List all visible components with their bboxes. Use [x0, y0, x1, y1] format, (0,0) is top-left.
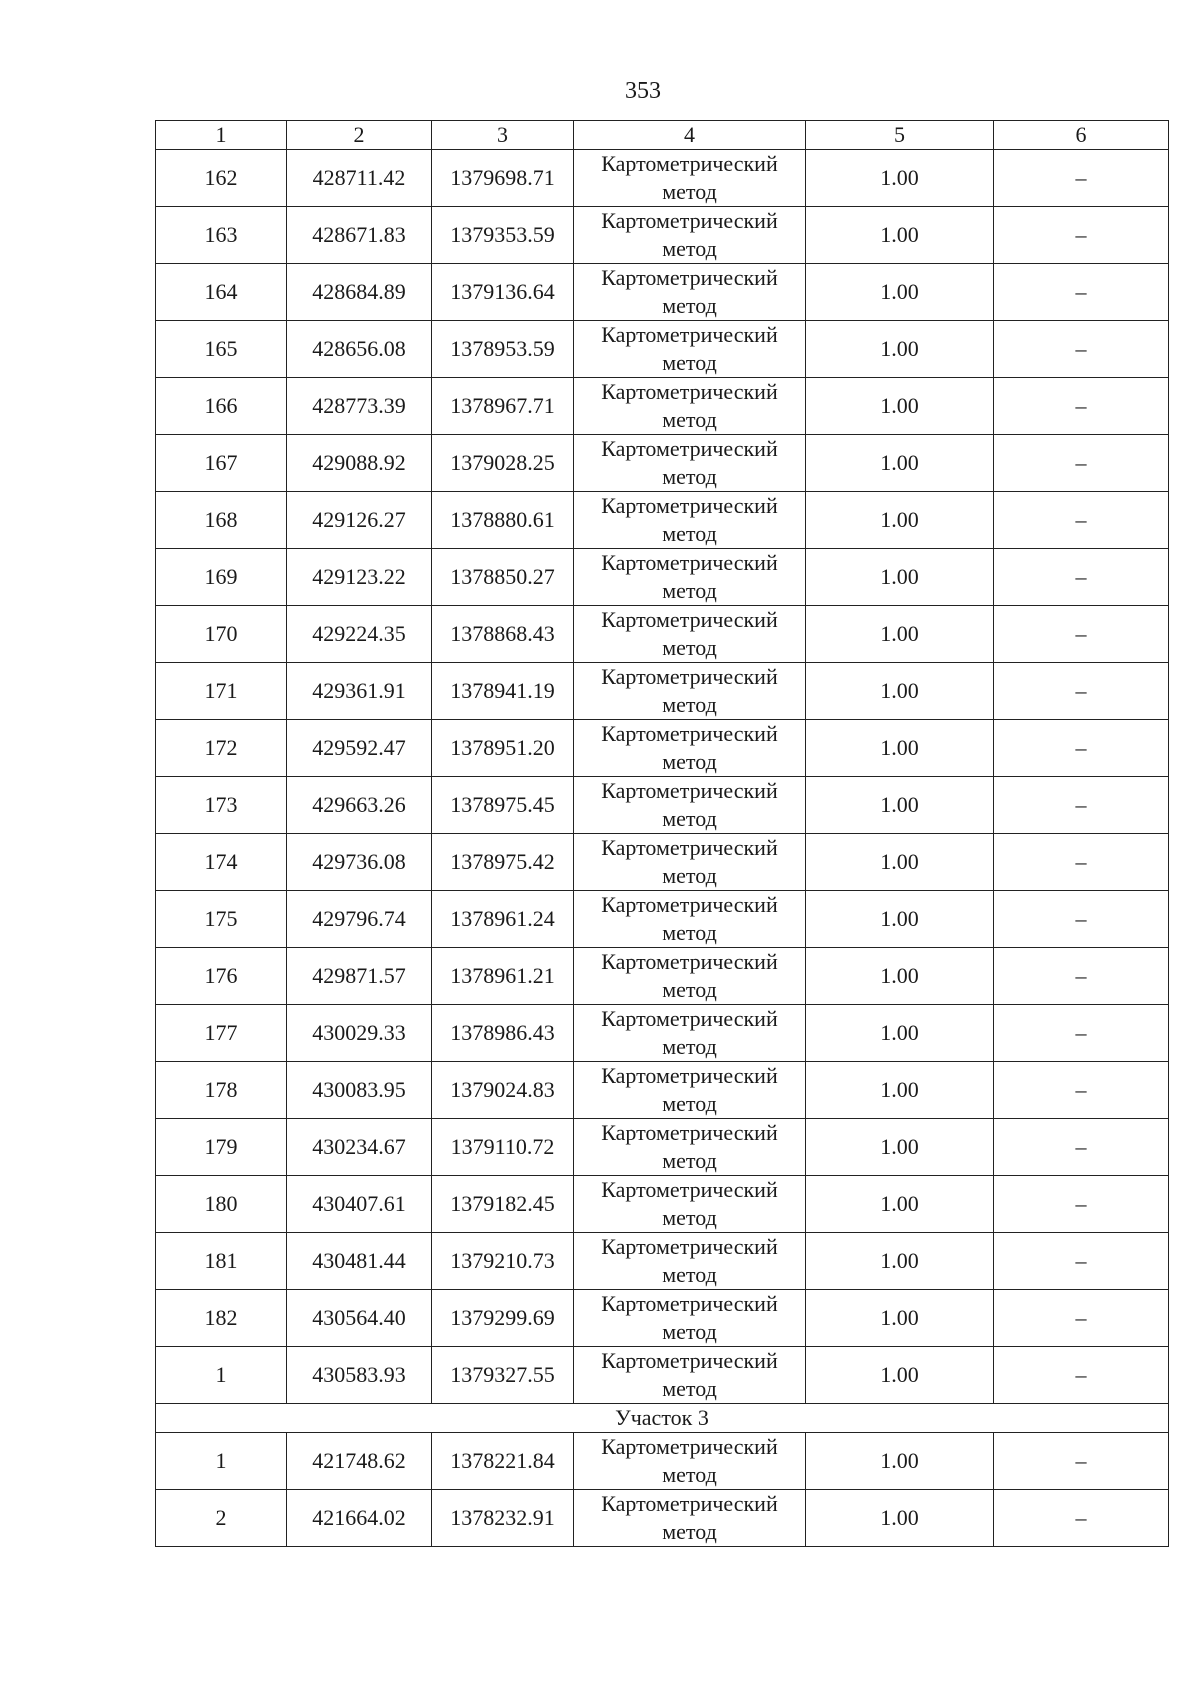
- x-coordinate-cell: 430481.44: [287, 1233, 432, 1290]
- method-cell: [574, 150, 806, 207]
- x-coordinate-cell: 429663.26: [287, 777, 432, 834]
- method-cell: [574, 1290, 806, 1347]
- point-number-cell: 168: [156, 492, 287, 549]
- method-line: Картометрический: [601, 778, 778, 803]
- method-line: метод: [662, 578, 717, 603]
- x-coordinate-cell: 429736.08: [287, 834, 432, 891]
- method-line: Картометрический: [601, 1177, 778, 1202]
- table-row: [156, 321, 1169, 378]
- method-line: метод: [662, 236, 717, 261]
- method-line: метод: [662, 464, 717, 489]
- note-cell: –: [994, 948, 1169, 1005]
- method-line: метод: [662, 692, 717, 717]
- note-cell: –: [994, 1005, 1169, 1062]
- y-coordinate-cell: 1378975.45: [432, 777, 574, 834]
- point-number-cell: 162: [156, 150, 287, 207]
- accuracy-cell: 1.00: [806, 891, 994, 948]
- method-line: метод: [662, 863, 717, 888]
- y-coordinate-cell: 1379353.59: [432, 207, 574, 264]
- method-line: метод: [662, 1034, 717, 1059]
- note-cell: –: [994, 1233, 1169, 1290]
- point-number-cell: 170: [156, 606, 287, 663]
- note-cell: –: [994, 1433, 1169, 1490]
- y-coordinate-cell: 1378941.19: [432, 663, 574, 720]
- table-row: [156, 378, 1169, 435]
- accuracy-cell: 1.00: [806, 1233, 994, 1290]
- method-cell: [574, 549, 806, 606]
- accuracy-cell: 1.00: [806, 1433, 994, 1490]
- note-cell: –: [994, 1347, 1169, 1404]
- column-header: 2: [287, 121, 432, 150]
- point-number-cell: 180: [156, 1176, 287, 1233]
- x-coordinate-cell: 429871.57: [287, 948, 432, 1005]
- table-row: [156, 1176, 1169, 1233]
- y-coordinate-cell: 1379024.83: [432, 1062, 574, 1119]
- point-number-cell: 165: [156, 321, 287, 378]
- accuracy-cell: 1.00: [806, 777, 994, 834]
- note-cell: –: [994, 1119, 1169, 1176]
- method-line: метод: [662, 1262, 717, 1287]
- table-row: [156, 1290, 1169, 1347]
- note-cell: –: [994, 1062, 1169, 1119]
- note-cell: –: [994, 834, 1169, 891]
- method-line: Картометрический: [601, 379, 778, 404]
- table-row: [156, 549, 1169, 606]
- method-cell: [574, 1119, 806, 1176]
- method-line: метод: [662, 1519, 717, 1544]
- y-coordinate-cell: 1378232.91: [432, 1490, 574, 1547]
- point-number-cell: 175: [156, 891, 287, 948]
- table-row: [156, 207, 1169, 264]
- x-coordinate-cell: 421748.62: [287, 1433, 432, 1490]
- table-row: [156, 1347, 1169, 1404]
- x-coordinate-cell: 430564.40: [287, 1290, 432, 1347]
- x-coordinate-cell: 429224.35: [287, 606, 432, 663]
- note-cell: –: [994, 492, 1169, 549]
- method-line: метод: [662, 407, 717, 432]
- method-cell: [574, 435, 806, 492]
- method-cell: [574, 378, 806, 435]
- accuracy-cell: 1.00: [806, 321, 994, 378]
- method-cell: [574, 1347, 806, 1404]
- note-cell: –: [994, 891, 1169, 948]
- note-cell: –: [994, 1490, 1169, 1547]
- method-cell: [574, 606, 806, 663]
- method-line: метод: [662, 1148, 717, 1173]
- x-coordinate-cell: 428773.39: [287, 378, 432, 435]
- accuracy-cell: 1.00: [806, 492, 994, 549]
- table-row: [156, 1233, 1169, 1290]
- note-cell: –: [994, 606, 1169, 663]
- method-line: Картометрический: [601, 1120, 778, 1145]
- point-number-cell: 174: [156, 834, 287, 891]
- y-coordinate-cell: 1379136.64: [432, 264, 574, 321]
- method-line: Картометрический: [601, 721, 778, 746]
- table-row: [156, 1433, 1169, 1490]
- point-number-cell: 176: [156, 948, 287, 1005]
- y-coordinate-cell: 1378961.24: [432, 891, 574, 948]
- x-coordinate-cell: 428671.83: [287, 207, 432, 264]
- x-coordinate-cell: 429592.47: [287, 720, 432, 777]
- y-coordinate-cell: 1379327.55: [432, 1347, 574, 1404]
- section-row: [156, 1404, 1169, 1433]
- method-line: Картометрический: [601, 322, 778, 347]
- method-cell: [574, 1176, 806, 1233]
- x-coordinate-cell: 430583.93: [287, 1347, 432, 1404]
- method-line: Картометрический: [601, 436, 778, 461]
- method-line: метод: [662, 749, 717, 774]
- point-number-cell: 178: [156, 1062, 287, 1119]
- method-line: Картометрический: [601, 1291, 778, 1316]
- accuracy-cell: 1.00: [806, 1119, 994, 1176]
- x-coordinate-cell: 429126.27: [287, 492, 432, 549]
- method-line: метод: [662, 806, 717, 831]
- method-cell: [574, 777, 806, 834]
- method-cell: [574, 834, 806, 891]
- point-number-cell: 177: [156, 1005, 287, 1062]
- method-line: Картометрический: [601, 265, 778, 290]
- y-coordinate-cell: 1379210.73: [432, 1233, 574, 1290]
- y-coordinate-cell: 1379299.69: [432, 1290, 574, 1347]
- y-coordinate-cell: 1379028.25: [432, 435, 574, 492]
- method-line: метод: [662, 179, 717, 204]
- y-coordinate-cell: 1378880.61: [432, 492, 574, 549]
- point-number-cell: 173: [156, 777, 287, 834]
- method-cell: [574, 1062, 806, 1119]
- point-number-cell: 181: [156, 1233, 287, 1290]
- point-number-cell: 167: [156, 435, 287, 492]
- x-coordinate-cell: 430234.67: [287, 1119, 432, 1176]
- note-cell: –: [994, 720, 1169, 777]
- method-cell: [574, 321, 806, 378]
- method-cell: [574, 891, 806, 948]
- x-coordinate-cell: 428711.42: [287, 150, 432, 207]
- coordinates-table: [155, 120, 1169, 1547]
- accuracy-cell: 1.00: [806, 549, 994, 606]
- accuracy-cell: 1.00: [806, 1347, 994, 1404]
- accuracy-cell: 1.00: [806, 834, 994, 891]
- column-header: 5: [806, 121, 994, 150]
- table-row: [156, 1490, 1169, 1547]
- note-cell: –: [994, 264, 1169, 321]
- method-cell: [574, 720, 806, 777]
- method-line: Картометрический: [601, 1234, 778, 1259]
- point-number-cell: 163: [156, 207, 287, 264]
- accuracy-cell: 1.00: [806, 378, 994, 435]
- method-line: метод: [662, 920, 717, 945]
- point-number-cell: 2: [156, 1490, 287, 1547]
- table-row: [156, 606, 1169, 663]
- x-coordinate-cell: 429088.92: [287, 435, 432, 492]
- table-row: [156, 834, 1169, 891]
- table-row: [156, 720, 1169, 777]
- table-body: [156, 121, 1169, 1547]
- method-cell: [574, 264, 806, 321]
- x-coordinate-cell: 428656.08: [287, 321, 432, 378]
- method-line: Картометрический: [601, 1348, 778, 1373]
- note-cell: –: [994, 1290, 1169, 1347]
- method-cell: [574, 207, 806, 264]
- y-coordinate-cell: 1378953.59: [432, 321, 574, 378]
- y-coordinate-cell: 1378967.71: [432, 378, 574, 435]
- x-coordinate-cell: 428684.89: [287, 264, 432, 321]
- accuracy-cell: 1.00: [806, 1062, 994, 1119]
- y-coordinate-cell: 1379110.72: [432, 1119, 574, 1176]
- method-line: метод: [662, 1376, 717, 1401]
- point-number-cell: 169: [156, 549, 287, 606]
- x-coordinate-cell: 430083.95: [287, 1062, 432, 1119]
- table-row: [156, 264, 1169, 321]
- note-cell: –: [994, 150, 1169, 207]
- y-coordinate-cell: 1378221.84: [432, 1433, 574, 1490]
- method-line: метод: [662, 977, 717, 1002]
- y-coordinate-cell: 1378951.20: [432, 720, 574, 777]
- section-title: Участок 3: [156, 1404, 1169, 1433]
- method-line: метод: [662, 350, 717, 375]
- accuracy-cell: 1.00: [806, 435, 994, 492]
- note-cell: –: [994, 549, 1169, 606]
- note-cell: –: [994, 1176, 1169, 1233]
- method-line: Картометрический: [601, 607, 778, 632]
- y-coordinate-cell: 1378975.42: [432, 834, 574, 891]
- method-line: Картометрический: [601, 550, 778, 575]
- point-number-cell: 166: [156, 378, 287, 435]
- y-coordinate-cell: 1378961.21: [432, 948, 574, 1005]
- accuracy-cell: 1.00: [806, 207, 994, 264]
- method-line: Картометрический: [601, 1063, 778, 1088]
- y-coordinate-cell: 1379182.45: [432, 1176, 574, 1233]
- method-line: метод: [662, 521, 717, 546]
- table-row: [156, 663, 1169, 720]
- table-row: [156, 150, 1169, 207]
- y-coordinate-cell: 1378868.43: [432, 606, 574, 663]
- method-cell: [574, 663, 806, 720]
- column-header: 1: [156, 121, 287, 150]
- accuracy-cell: 1.00: [806, 150, 994, 207]
- note-cell: –: [994, 321, 1169, 378]
- column-header: 6: [994, 121, 1169, 150]
- table-row: [156, 777, 1169, 834]
- x-coordinate-cell: 430029.33: [287, 1005, 432, 1062]
- method-line: метод: [662, 1462, 717, 1487]
- method-line: Картометрический: [601, 892, 778, 917]
- table-row: [156, 435, 1169, 492]
- accuracy-cell: 1.00: [806, 1005, 994, 1062]
- method-cell: [574, 1233, 806, 1290]
- table-row: [156, 492, 1169, 549]
- y-coordinate-cell: 1378986.43: [432, 1005, 574, 1062]
- table-row: [156, 1062, 1169, 1119]
- method-line: метод: [662, 1319, 717, 1344]
- accuracy-cell: 1.00: [806, 663, 994, 720]
- point-number-cell: 172: [156, 720, 287, 777]
- method-line: Картометрический: [601, 208, 778, 233]
- method-cell: [574, 1005, 806, 1062]
- note-cell: –: [994, 378, 1169, 435]
- accuracy-cell: 1.00: [806, 1176, 994, 1233]
- point-number-cell: 171: [156, 663, 287, 720]
- method-line: Картометрический: [601, 949, 778, 974]
- method-line: метод: [662, 635, 717, 660]
- table-row: [156, 1119, 1169, 1176]
- method-cell: [574, 948, 806, 1005]
- note-cell: –: [994, 663, 1169, 720]
- method-line: Картометрический: [601, 493, 778, 518]
- point-number-cell: 179: [156, 1119, 287, 1176]
- x-coordinate-cell: 430407.61: [287, 1176, 432, 1233]
- x-coordinate-cell: 421664.02: [287, 1490, 432, 1547]
- method-line: Картометрический: [601, 151, 778, 176]
- method-cell: [574, 1433, 806, 1490]
- method-line: Картометрический: [601, 1434, 778, 1459]
- table-row: [156, 1005, 1169, 1062]
- x-coordinate-cell: 429123.22: [287, 549, 432, 606]
- method-line: метод: [662, 293, 717, 318]
- header-row: [156, 121, 1169, 150]
- accuracy-cell: 1.00: [806, 1490, 994, 1547]
- point-number-cell: 1: [156, 1433, 287, 1490]
- column-header: 4: [574, 121, 806, 150]
- note-cell: –: [994, 777, 1169, 834]
- note-cell: –: [994, 207, 1169, 264]
- x-coordinate-cell: 429361.91: [287, 663, 432, 720]
- accuracy-cell: 1.00: [806, 948, 994, 1005]
- table-row: [156, 891, 1169, 948]
- accuracy-cell: 1.00: [806, 720, 994, 777]
- column-header: 3: [432, 121, 574, 150]
- y-coordinate-cell: 1379698.71: [432, 150, 574, 207]
- point-number-cell: 164: [156, 264, 287, 321]
- method-line: Картометрический: [601, 664, 778, 689]
- method-cell: [574, 492, 806, 549]
- method-line: Картометрический: [601, 1491, 778, 1516]
- point-number-cell: 1: [156, 1347, 287, 1404]
- method-line: метод: [662, 1091, 717, 1116]
- method-line: Картометрический: [601, 1006, 778, 1031]
- accuracy-cell: 1.00: [806, 1290, 994, 1347]
- method-cell: [574, 1490, 806, 1547]
- y-coordinate-cell: 1378850.27: [432, 549, 574, 606]
- point-number-cell: 182: [156, 1290, 287, 1347]
- note-cell: –: [994, 435, 1169, 492]
- table-row: [156, 948, 1169, 1005]
- method-line: Картометрический: [601, 835, 778, 860]
- accuracy-cell: 1.00: [806, 264, 994, 321]
- x-coordinate-cell: 429796.74: [287, 891, 432, 948]
- page-number: 353: [625, 78, 661, 104]
- accuracy-cell: 1.00: [806, 606, 994, 663]
- method-line: метод: [662, 1205, 717, 1230]
